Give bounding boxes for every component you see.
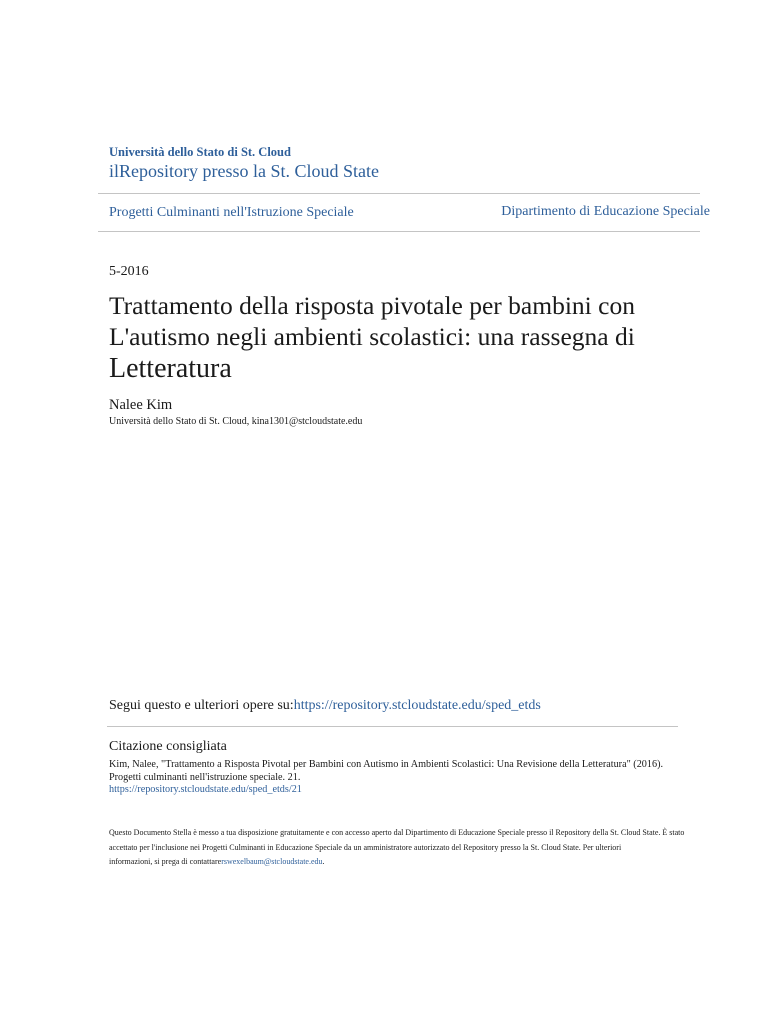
access-notice <box>109 826 709 870</box>
notice-line-1: Questo Documento Stella è messo a tua disposizione gratuitamente e con accesso aperto dal Dipartimento di Educazione Speciale presso il Repository della St. Cloud State. È stato <box>109 828 685 837</box>
notice-line-3-prefix: informazioni, si prega di contattare <box>109 857 222 866</box>
institution-link[interactable]: Università dello Stato di St. Cloud <box>109 145 291 159</box>
divider-top <box>98 193 700 194</box>
citation-text <box>109 758 699 784</box>
repository-link[interactable]: ilRepository presso la St. Cloud State <box>109 161 379 181</box>
series-link[interactable]: Progetti Culminanti nell'Istruzione Speciale <box>109 205 354 220</box>
divider-bottom <box>98 231 700 232</box>
follow-line <box>109 698 541 714</box>
citation-url-link[interactable]: https://repository.stcloudstate.edu/sped_etds/21 <box>109 784 302 795</box>
author-affiliation: Università dello Stato di St. Cloud, kina1301@stcloudstate.edu <box>109 416 363 427</box>
publication-date: 5-2016 <box>109 264 149 279</box>
notice-line-2: accettato per l'inclusione nei Progetti Culminanti in Educazione Speciale da un amministratore autorizzato del Repository presso la St. Cloud State. Per ulteriori <box>109 842 622 852</box>
contact-email-link[interactable]: rswexelbaum@stcloudstate.edu <box>221 857 323 866</box>
citation-line-2: Progetti culminanti nell'istruzione speciale. 21. <box>109 772 301 783</box>
citation-line-1: Kim, Nalee, "Trattamento a Risposta Pivotal per Bambini con Autismo in Ambienti Scolastici: Una Revisione della Letteratura" (2016). <box>109 759 664 770</box>
follow-url-link[interactable]: https://repository.stcloudstate.edu/sped_etds <box>293 698 541 713</box>
follow-label: Segui questo e ulteriori opere su: <box>109 698 294 713</box>
notice-line-3-suffix: . <box>322 857 325 866</box>
divider-citation <box>107 726 678 727</box>
citation-heading: Citazione consigliata <box>109 739 227 754</box>
title-line-3: Letteratura <box>109 353 232 384</box>
title-line-1: Trattamento della risposta pivotale per bambini con <box>109 291 635 320</box>
title-line-2: L'autismo negli ambienti scolastici: una rassegna di <box>109 322 635 351</box>
author-name: Nalee Kim <box>109 397 173 413</box>
paper-title <box>109 290 729 384</box>
department-link[interactable]: Dipartimento di Educazione Speciale <box>501 204 710 219</box>
